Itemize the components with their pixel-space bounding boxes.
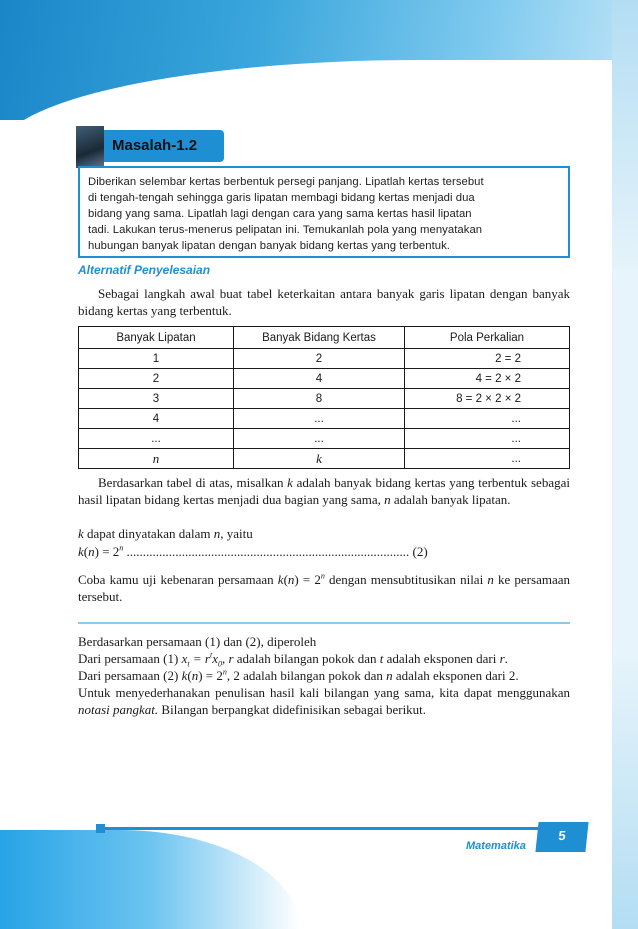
equation-2 <box>78 543 570 560</box>
table-cell: 8 <box>234 389 405 409</box>
var-n: n <box>287 572 295 587</box>
footer-decoration <box>0 830 300 929</box>
masalah-line: di tengah-tengah sehingga garis lipatan membagi bidang kertas menjadi dua <box>88 192 475 204</box>
table-header: Banyak Bidang Kertas <box>234 327 405 349</box>
equation-2-inline: k <box>181 668 188 683</box>
text-run: ( <box>283 572 288 587</box>
text-line: Berdasarkan persamaan (1) dan (2), diperoleh <box>78 634 317 649</box>
var-n: n <box>386 668 393 683</box>
table-cell: 3 <box>79 389 234 409</box>
text-run: adalah banyak bidang kertas yang terbentuk sebagai hasil lipatan bidang kertas menjadi dua bagian yang sama, <box>78 475 570 507</box>
table-cell: ... <box>405 449 570 469</box>
text-run: dapat dinyatakan dalam <box>83 526 214 541</box>
table-row <box>79 389 570 409</box>
text-line: Dari persamaan (1) $x_t = r^tx_0$, r adalah bilangan pokok dan t adalah eksponen dari r. <box>78 650 508 669</box>
text-run: Untuk menyederhanakan penulisan hasil kali bilangan yang sama, kita dapat menggunakan <box>78 685 570 700</box>
paragraph-conclusion <box>78 633 570 718</box>
paragraph-test <box>78 571 570 605</box>
text-run: Berdasarkan tabel di atas, misalkan <box>98 475 288 490</box>
section-heading: Alternatif Penyelesaian <box>78 263 211 277</box>
table-cell: 2 <box>79 369 234 389</box>
text-run: adalah eksponen dari 2. <box>392 668 519 683</box>
text-run: Bilangan berpangkat didefinisikan sebagai berikut. <box>158 702 427 717</box>
var-n: n <box>213 526 221 541</box>
table-cell: 2 <box>234 349 405 369</box>
table-header: Pola Perkalian <box>405 327 570 349</box>
table-cell: ... <box>405 409 570 429</box>
text-line <box>78 684 570 718</box>
masalah-text <box>88 174 560 254</box>
var-t: t <box>379 651 384 666</box>
masalah-line: tadi. Lakukan terus-menerus pelipatan ini. Temukanlah pola yang menyatakan <box>88 224 483 236</box>
text-run: Coba kamu uji kebenaran persamaan <box>78 572 278 587</box>
text-run: adalah banyak lipatan. <box>390 492 511 507</box>
table-cell: 4 <box>234 369 405 389</box>
footer-rule <box>100 827 540 830</box>
table-cell: 1 <box>79 349 234 369</box>
var-k: k <box>78 526 84 541</box>
table-row <box>79 449 570 469</box>
var-k: k <box>78 544 84 559</box>
table-row <box>79 349 570 369</box>
text-run: dengan mensubtitusikan nilai <box>324 572 488 587</box>
term-notasi-pangkat: notasi pangkat. <box>78 702 159 717</box>
text-run: ke persamaan tersebut. <box>78 572 570 604</box>
var-n: n <box>487 572 494 587</box>
masalah-line: Diberikan selembar kertas berbentuk persegi panjang. Lipatlah kertas tersebut <box>88 176 484 188</box>
table-cell: n <box>79 449 234 469</box>
page-number: 5 <box>535 822 588 852</box>
masalah-photo <box>76 126 104 168</box>
paragraph-express <box>78 525 570 542</box>
table-cell: 8 = 2 × 2 × 2 <box>405 389 570 409</box>
table-row <box>79 369 570 389</box>
var-n: n <box>88 544 95 559</box>
paragraph-definition <box>78 474 570 508</box>
text-line: Dari persamaan (2) $k(n) = 2^n$, 2 adalah bilangan pokok dan n adalah eksponen dari 2. <box>78 667 519 683</box>
table-header-row <box>79 327 570 349</box>
text-run: , yaitu <box>220 526 253 541</box>
footer-title: Matematika <box>466 840 526 852</box>
text-run: ) = 2 <box>94 544 120 559</box>
right-decoration <box>612 0 638 929</box>
table-cell: k <box>234 449 405 469</box>
masalah-box <box>78 166 570 258</box>
table-header: Banyak Lipatan <box>79 327 234 349</box>
text-run: adalah bilangan pokok dan <box>233 651 380 666</box>
var-k: k <box>277 572 284 587</box>
var-k: k <box>287 475 293 490</box>
table-cell: ... <box>234 409 405 429</box>
table-row <box>79 409 570 429</box>
masalah-label: Masalah-1.2 <box>104 130 224 162</box>
masalah-line: bidang yang sama. Lipatlah lagi dengan cara yang sama kertas hasil lipatan <box>88 208 472 220</box>
text-run: ) = 2 <box>294 572 321 587</box>
text-run: Dari persamaan (2) <box>78 668 182 683</box>
text-run: ( <box>83 544 89 559</box>
text-run: Dari persamaan (1) <box>78 651 182 666</box>
equation-1: $x_t = r^tx_0$, r <box>181 650 234 669</box>
table-cell: ... <box>405 429 570 449</box>
table-cell: ... <box>234 429 405 449</box>
text-run: 2 adalah bilangan pokok dan <box>230 668 387 683</box>
pattern-table <box>78 326 570 469</box>
var-n: n <box>384 492 391 507</box>
section-divider <box>78 622 570 624</box>
table-row <box>79 429 570 449</box>
intro-paragraph: Sebagai langkah awal buat tabel keterkaitan antara banyak garis lipatan dengan banyak bidang kertas yang terbentuk. <box>78 286 570 318</box>
text-run: adalah eksponen dari <box>383 651 500 666</box>
table-cell: 2 = 2 <box>405 349 570 369</box>
equation-number: ....................................................................................... (2) <box>123 544 428 559</box>
table-cell: ... <box>79 429 234 449</box>
var-r: r <box>499 651 505 666</box>
exponent: n <box>119 543 124 553</box>
exponent: n <box>320 571 325 581</box>
table-cell: 4 <box>79 409 234 429</box>
table-cell: 4 = 2 × 2 <box>405 369 570 389</box>
masalah-line: hubungan banyak lipatan dengan banyak bidang kertas yang terbentuk. <box>88 240 450 252</box>
